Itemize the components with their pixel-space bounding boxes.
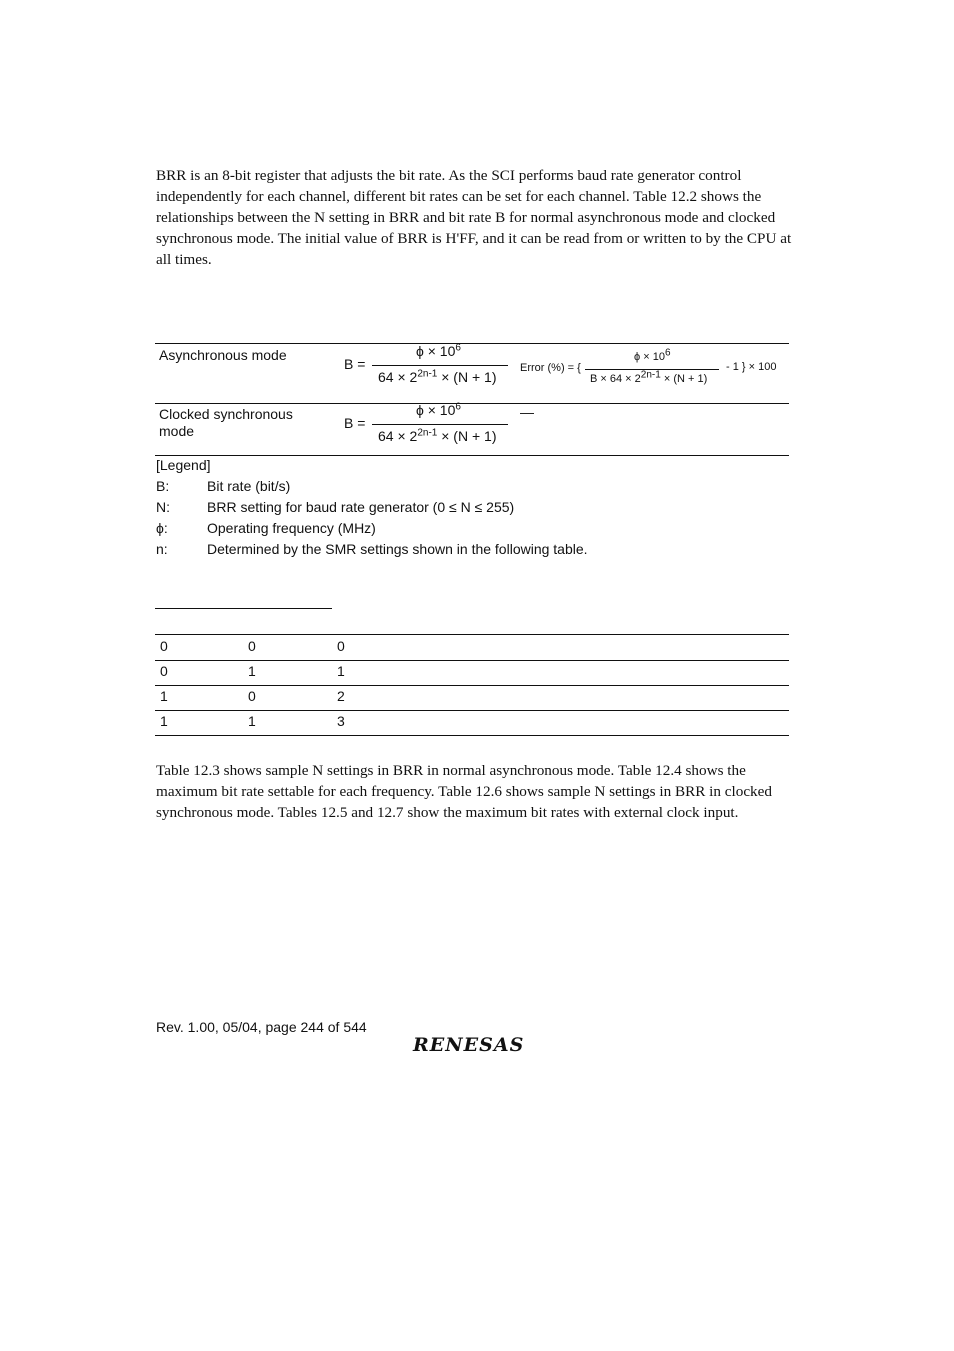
b-equals-async: B = [344,356,366,372]
legend-key-small-n: n: [156,541,168,557]
legend-key-b: B: [156,478,170,494]
smr-header-rule [155,608,332,609]
legend-text-b: Bit rate (bit/s) [207,478,291,494]
b-equals-sync: B = [344,415,366,431]
legend-text-n: BRR setting for baud rate generator (0 ≤ N ≤ 255) [207,499,515,515]
table-cell: 0 [337,638,345,654]
table-cell: 0 [160,663,168,679]
table-cell: 1 [160,688,168,704]
error-dash-sync: — [520,404,534,420]
error-denominator: $B \times 64 \times 2^{2n-1} \times (N + 1)$ [590,369,708,385]
denominator-async: $64 \times 2^{2n-1} \times (N + 1)$ [378,368,497,385]
table-cell: 1 [248,663,256,679]
table-cell: 3 [337,713,345,729]
numerator-sync: $\phi \times 10^6$ [416,401,461,418]
smr-top-rule [155,634,789,635]
error-prefix: Error (%) = { [520,362,581,374]
table-cell: 2 [337,688,345,704]
legend-title: [Legend] [156,457,211,473]
table-cell: 0 [160,638,168,654]
smr-row-rule [155,685,789,686]
smr-row-rule [155,660,789,661]
mode-label-async: Asynchronous mode [159,347,287,363]
fraction-bar-sync [372,424,508,425]
legend-text-small-n: Determined by the SMR settings shown in the following table. [207,541,588,557]
numerator-async: $\phi \times 10^6$ [416,342,461,359]
page-info: Rev. 1.00, 05/04, page 244 of 544 [156,1019,367,1035]
mode-label-sync-line1: Clocked synchronous [159,406,293,422]
table-row-rule [155,403,789,404]
legend-key-n: N: [156,499,170,515]
table-cell: 0 [248,638,256,654]
error-numerator: $\phi \times 10^6$ [634,347,671,363]
table-top-rule [155,343,789,344]
table-cell: 1 [160,713,168,729]
legend-text-phi: Operating frequency (MHz) [207,520,376,536]
denominator-sync: $64 \times 2^{2n-1} \times (N + 1)$ [378,427,497,444]
fraction-bar-async [372,365,508,366]
error-suffix: - 1 } × 100 [726,361,777,373]
mode-label-sync-line2: mode [159,423,195,439]
legend-key-phi: ϕ: [156,520,168,536]
intro-paragraph: BRR is an 8-bit register that adjusts the bit rate. As the SCI performs baud rate generator control independently for each channel, different bit rates can be set for each channel. Table 12.2 shows the relationships between the N setting in BRR and bit rate B for normal asynchronous mode and clocked synchronous mode. The initial value of BRR is H'FF, and it can be read from or written to by the CPU at all times. [156,167,792,268]
smr-row-rule [155,710,789,711]
closing-paragraph: Table 12.3 shows sample N settings in BRR in normal asynchronous mode. Table 12.4 shows the maximum bit rate settable for each frequency. Table 12.6 shows sample N settings in BRR in clocked synchronous mode. Tables 12.5 and 12.7 show the maximum bit rates with external clock input. [156,762,772,821]
table-bottom-rule [155,455,789,456]
table-cell: 1 [248,713,256,729]
renesas-logo: RENESAS [413,1034,525,1056]
smr-bottom-rule [155,735,789,736]
table-cell: 1 [337,663,345,679]
table-cell: 0 [248,688,256,704]
